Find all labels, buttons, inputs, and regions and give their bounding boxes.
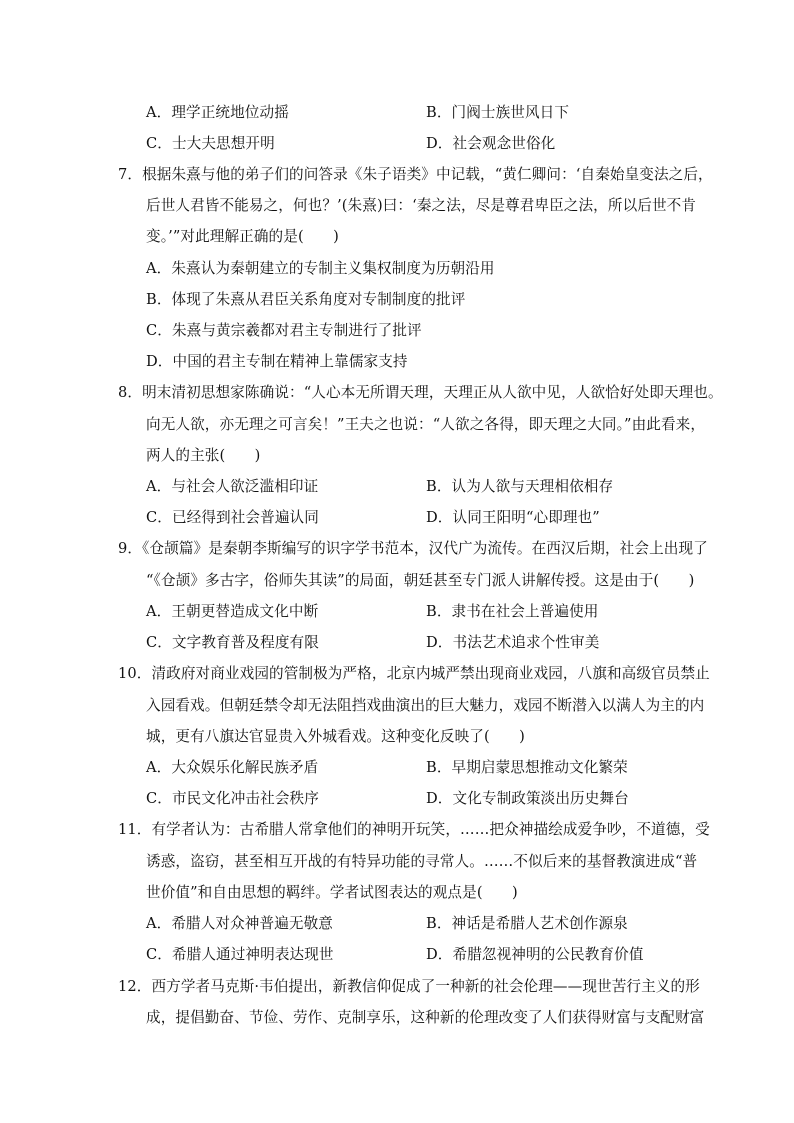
q7-option-c: C．朱熹与黄宗羲都对君主专制进行了批评 <box>146 322 422 339</box>
q7-stem-line-1: 7．根据朱熹与他的弟子们的问答录《朱子语类》中记载，“黄仁卿问：‘自秦始皇变法之后， <box>118 166 713 183</box>
q6-option-a: A．理学正统地位动摇 <box>146 104 289 121</box>
q8-option-d: D．认同王阳明“心即理也” <box>426 509 600 526</box>
q11-stem-line-1: 11．有学者认为：古希腊人常拿他们的神明开玩笑，……把众神描绘成爱争吵，不道德，受 <box>118 821 710 838</box>
q8-stem-line-2: 向无人欲，亦无理之可言矣！”王夫之也说：“人欲之各得，即天理之大同。”由此看来， <box>146 416 706 433</box>
q7-option-a: A．朱熹认为秦朝建立的专制主义集权制度为历朝沿用 <box>146 260 495 277</box>
q10-stem-line-1: 10．清政府对商业戏园的管制极为严格，北京内城严禁出现商业戏园，八旗和高级官员禁止 <box>118 665 710 682</box>
q10-stem-line-3: 城，更有八旗达官显贵入外城看戏。这种变化反映了( ) <box>146 728 525 745</box>
q10-option-c: C．市民文化冲击社会秩序 <box>146 790 319 807</box>
q10-option-d: D．文化专制政策淡出历史舞台 <box>426 790 629 807</box>
q11-option-c: C．希腊人通过神明表达现世 <box>146 946 334 963</box>
q6-option-b: B．门阀士族世风日下 <box>426 104 570 121</box>
q10-stem-line-2: 入园看戏。但朝廷禁令却无法阻挡戏曲演出的巨大魅力，戏园不断潜入以满人为主的内 <box>146 697 705 714</box>
q11-stem-line-2: 诱惑，盗窃，甚至相互开战的有特异功能的寻常人。……不似后来的基督教演进成“普 <box>146 853 698 870</box>
q11-option-b: B．神话是希腊人艺术创作源泉 <box>426 915 628 932</box>
q11-option-d: D．希腊忽视神明的公民教育价值 <box>426 946 644 963</box>
q7-option-d: D．中国的君主专制在精神上靠儒家支持 <box>146 353 408 370</box>
q9-stem-line-2: “《仓颉》多古字，俗师失其读”的局面，朝廷甚至专门派人讲解传授。这是由于( ) <box>146 572 695 589</box>
q9-option-b: B．隶书在社会上普遍使用 <box>426 603 599 620</box>
q6-option-d: D．社会观念世俗化 <box>426 135 556 152</box>
q10-option-a: A．大众娱乐化解民族矛盾 <box>146 759 319 776</box>
q9-option-a: A．王朝更替造成文化中断 <box>146 603 319 620</box>
q8-option-a: A．与社会人欲泛滥相印证 <box>146 478 319 495</box>
q12-stem-line-2: 成，提倡勤奋、节俭、劳作、克制享乐，这种新的伦理改变了人们获得财富与支配财富 <box>146 1009 705 1026</box>
q7-option-b: B．体现了朱熹从君臣关系角度对专制制度的批评 <box>146 291 466 308</box>
q8-stem-line-3: 两人的主张( ) <box>146 447 261 464</box>
q11-stem-line-3: 世价值”和自由思想的羁绊。学者试图表达的观点是( ) <box>146 884 518 901</box>
q6-option-c: C．士大夫思想开明 <box>146 135 275 152</box>
q8-option-b: B．认为人欲与天理相依相存 <box>426 478 614 495</box>
q10-option-b: B．早期启蒙思想推动文化繁荣 <box>426 759 628 776</box>
q9-option-d: D．书法艺术追求个性审美 <box>426 634 600 651</box>
q8-stem-line-1: 8．明末清初思想家陈确说：“人心本无所谓天理，天理正从人欲中见，人欲恰好处即天理也。 <box>118 384 723 401</box>
q11-option-a: A．希腊人对众神普遍无敬意 <box>146 915 333 932</box>
q12-stem-line-1: 12．西方学者马克斯·韦伯提出，新教信仰促成了一种新的社会伦理——现世苦行主义的形 <box>118 978 700 995</box>
q9-stem-line-1: 9．《仓颉篇》是秦朝李斯编写的识字学书范本，汉代广为流传。在西汉后期，社会上出现了 <box>118 540 708 557</box>
q7-stem-line-3: 变。’”对此理解正确的是( ) <box>146 228 339 245</box>
q7-stem-line-2: 后世人君皆不能易之，何也？’(朱熹)曰：‘秦之法，尽是尊君卑臣之法，所以后世不肯 <box>146 197 697 214</box>
q9-option-c: C．文字教育普及程度有限 <box>146 634 319 651</box>
q8-option-c: C．已经得到社会普遍认同 <box>146 509 319 526</box>
